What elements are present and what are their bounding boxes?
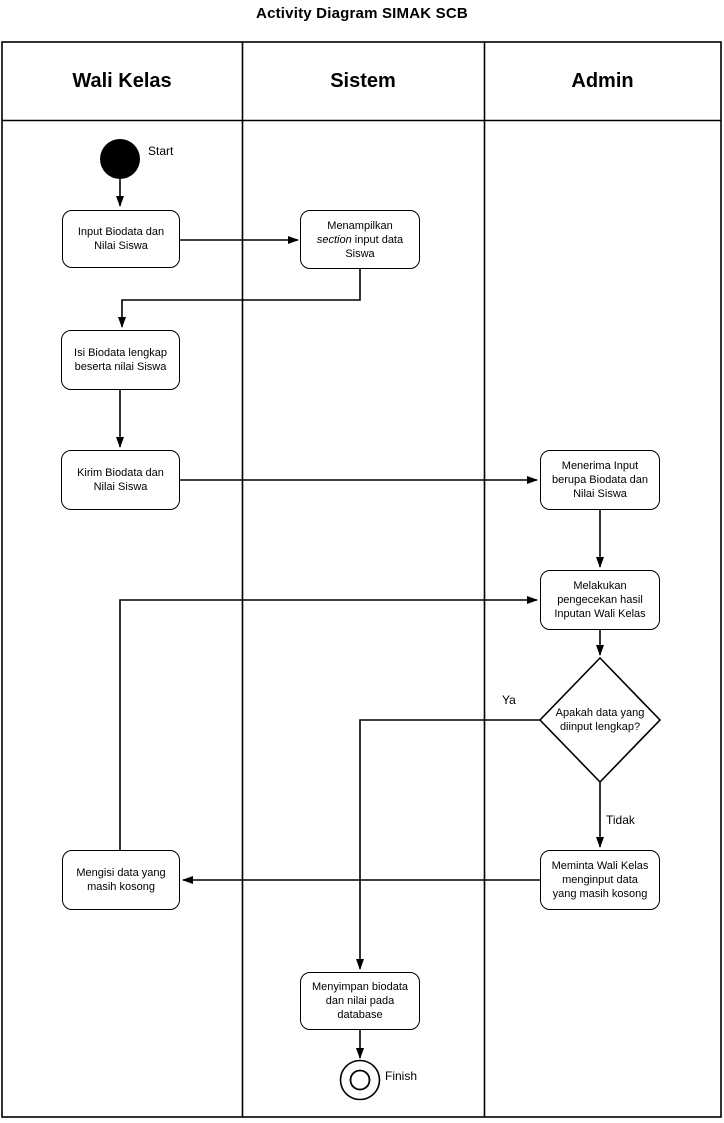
- start-label: Start: [148, 144, 174, 158]
- node-mengisi-data-label: Mengisi data yang masih kosong: [76, 867, 166, 893]
- edge-menampilkan-to-isi-biodata: [122, 269, 360, 327]
- edge-label-ya: Ya: [502, 693, 516, 707]
- node-menyimpan-biodata-label: Menyimpan biodata dan nilai pada database: [311, 981, 408, 1021]
- start-node: [100, 139, 140, 179]
- lane-header-admin: Admin: [571, 69, 634, 92]
- finish-node: [341, 1061, 380, 1100]
- menampilkan-text-pre: Menampilkan: [327, 219, 393, 232]
- node-input-biodata-label: Input Biodata dan Nilai Siswa: [77, 226, 165, 252]
- node-meminta-wali-kelas-label: Meminta Wali Kelas menginput data yang masih kosong: [551, 860, 649, 900]
- node-menerima-input-label: Menerima Input berupa Biodata dan Nilai Siswa: [551, 460, 649, 500]
- node-kirim-biodata: [61, 450, 180, 510]
- lane-header-sistem: Sistem: [330, 69, 396, 92]
- node-menyimpan-biodata: [300, 972, 420, 1030]
- node-menampilkan-section: [300, 210, 420, 269]
- node-meminta-wali-kelas: [540, 850, 660, 910]
- node-melakukan-pengecekan: [540, 570, 660, 630]
- edge-decision-ya-to-menyimpan-biodata: [360, 720, 540, 969]
- edges-group: [120, 179, 600, 1058]
- node-input-biodata: [62, 210, 180, 268]
- node-melakukan-pengecekan-label: Melakukan pengecekan hasil Inputan Wali Kelas: [554, 580, 646, 620]
- menampilkan-text-post: input data Siswa: [345, 233, 404, 260]
- edge-mengisi-data-to-melakukan-pengecekan: [120, 600, 537, 850]
- node-mengisi-data: [62, 850, 180, 910]
- node-kirim-biodata-label: Kirim Biodata dan Nilai Siswa: [77, 467, 164, 493]
- edge-label-tidak: Tidak: [606, 813, 635, 827]
- finish-node-inner-circle: [351, 1071, 370, 1090]
- lane-header-wali-kelas: Wali Kelas: [72, 69, 172, 92]
- node-menerima-input: [540, 450, 660, 510]
- finish-label: Finish: [385, 1069, 418, 1083]
- node-menampilkan-section-label: [309, 219, 411, 261]
- decision-label: Apakah data yang diinput lengkap?: [555, 707, 645, 733]
- node-isi-biodata: [61, 330, 180, 390]
- menampilkan-text-italic: section: [316, 233, 352, 246]
- page-title: Activity Diagram SIMAK SCB: [256, 5, 468, 22]
- node-isi-biodata-label: Isi Biodata lengkap beserta nilai Siswa: [74, 347, 167, 373]
